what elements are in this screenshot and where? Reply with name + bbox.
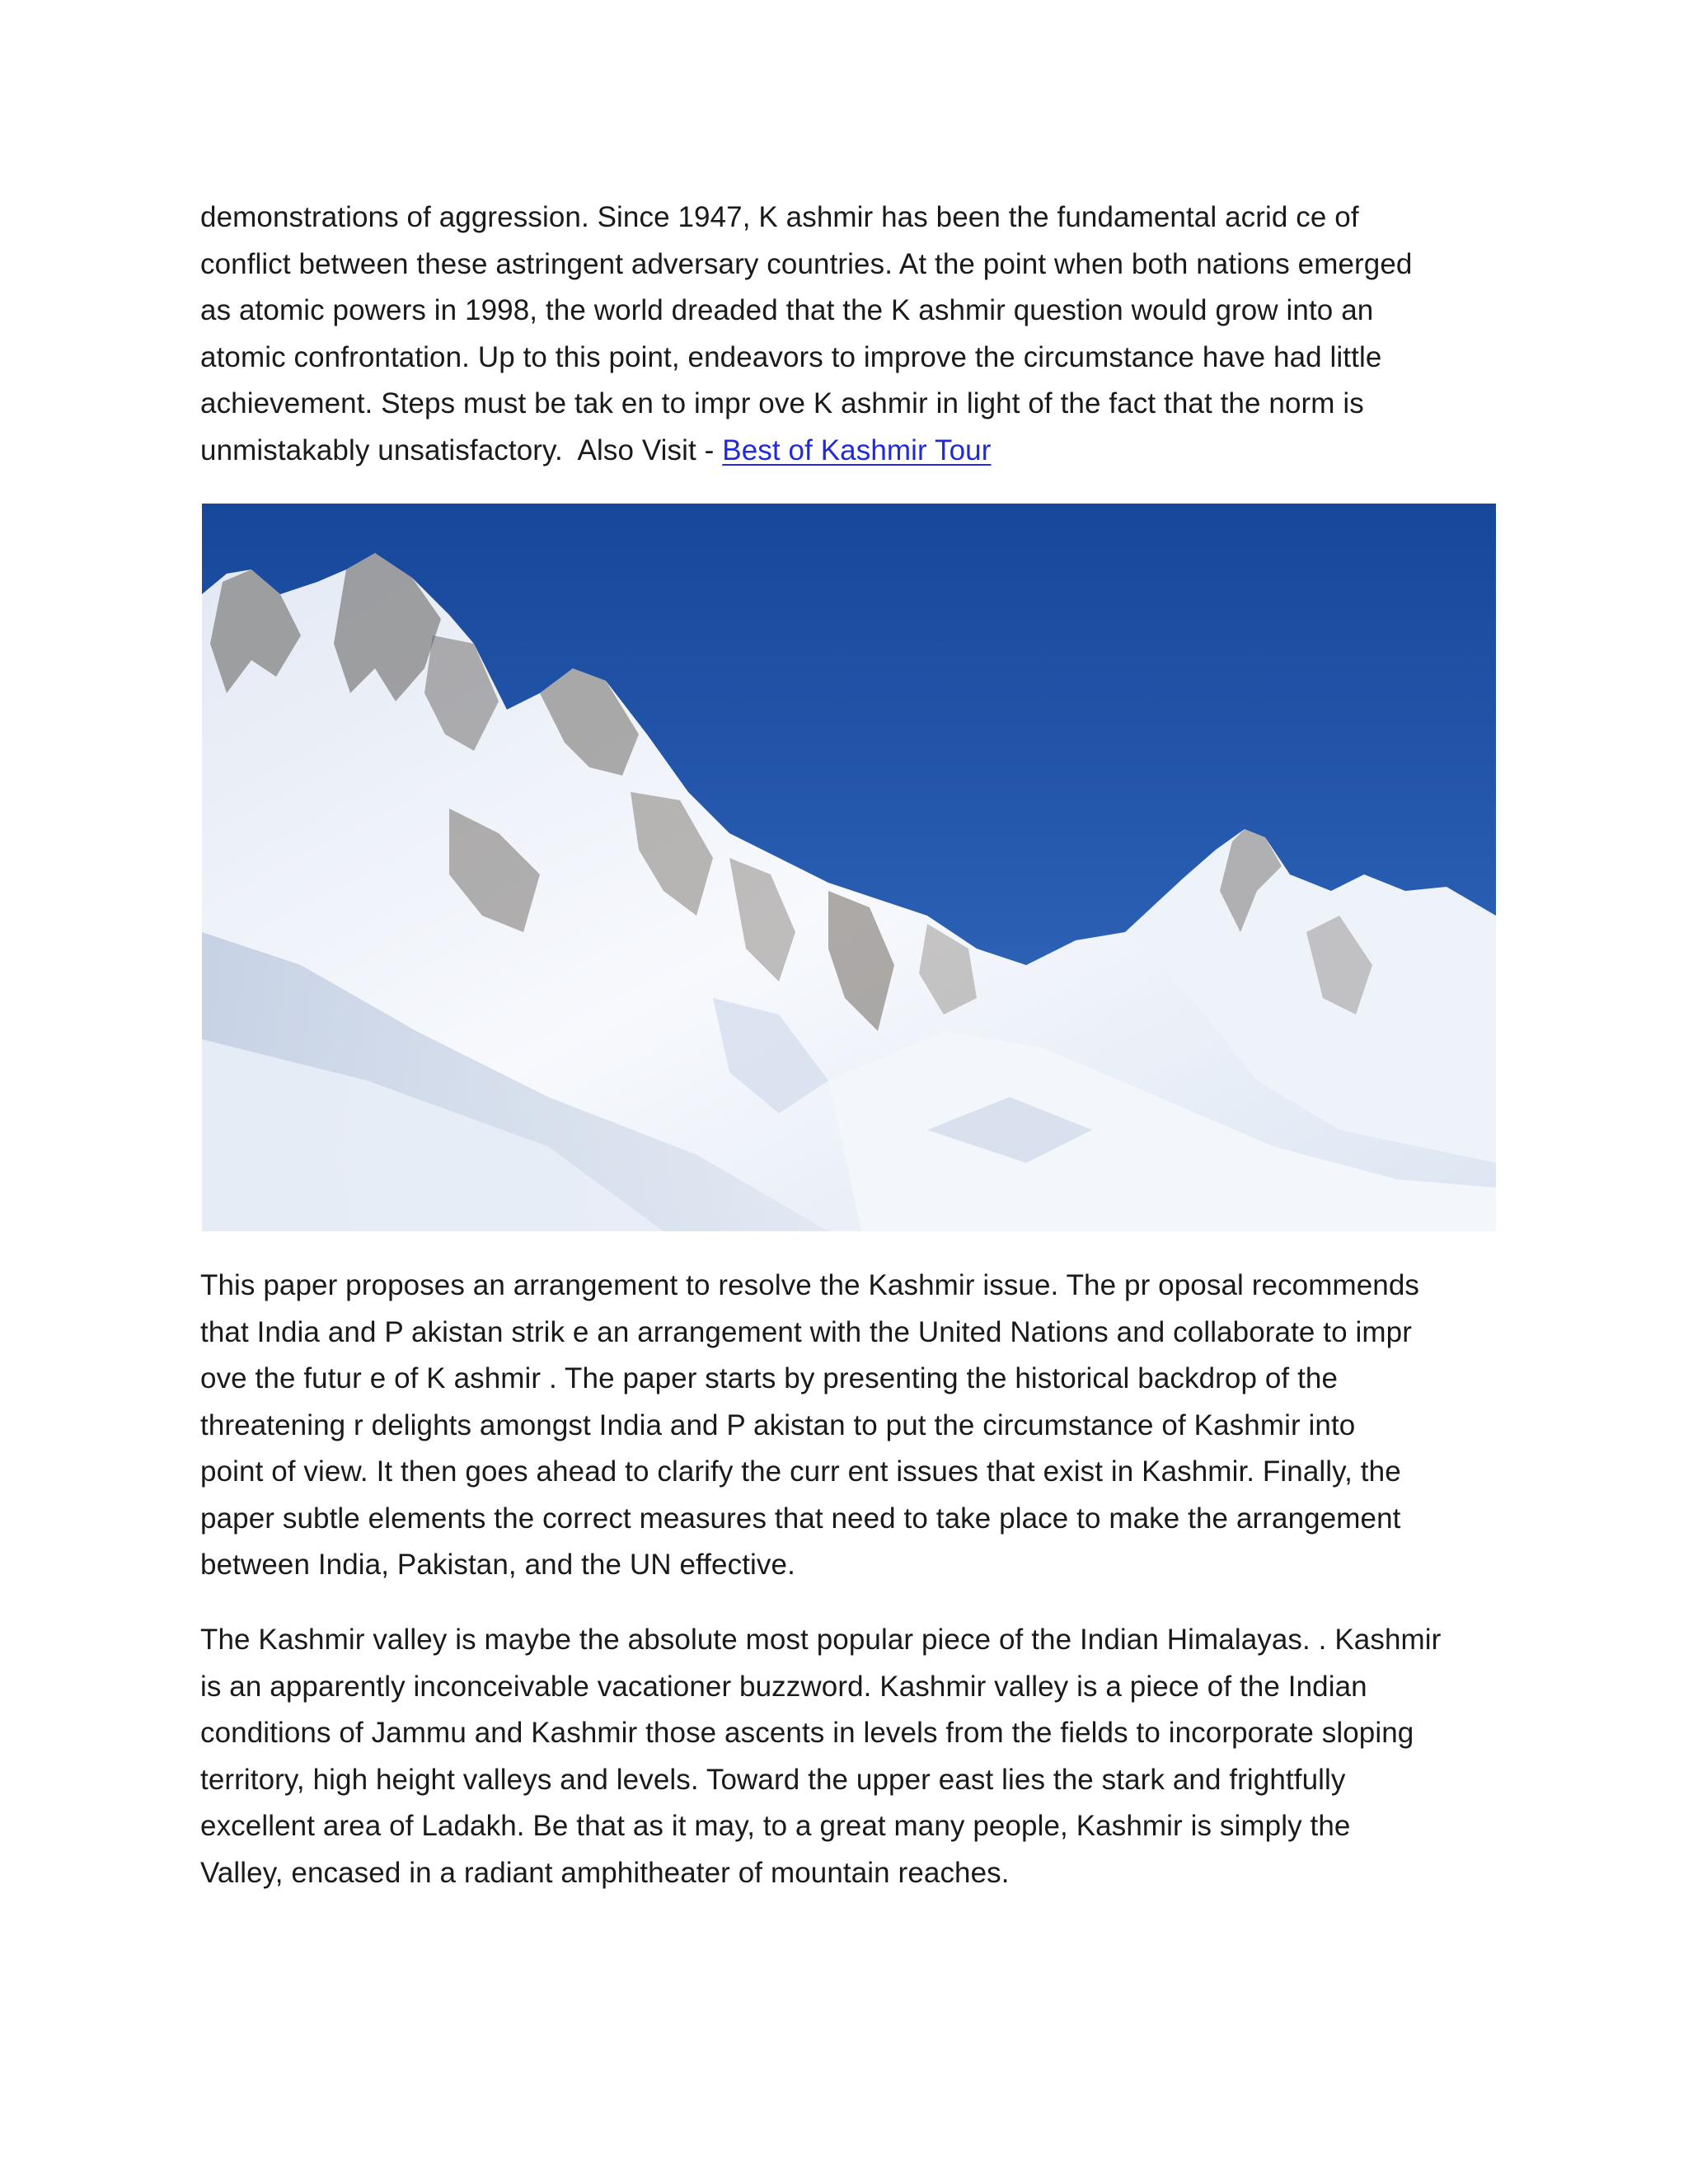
text-line: paper subtle elements the correct measures that need to take place to make the arrangement xyxy=(200,1502,1401,1535)
text-line: that India and P akistan strik e an arrangement with the United Nations and collaborate to impr xyxy=(200,1315,1412,1348)
best-of-kashmir-tour-link[interactable]: Best of Kashmir Tour xyxy=(722,434,992,466)
text-line: point of view. It then goes ahead to clarify the curr ent issues that exist in Kashmir. Finally, the xyxy=(200,1455,1401,1488)
paragraph-kashmir-valley xyxy=(200,1617,1503,1896)
text-line: territory, high height valleys and levels. Toward the upper east lies the stark and frightfully xyxy=(200,1763,1346,1796)
text-line: threatening r delights amongst India and P akistan to put the circumstance of Kashmir into xyxy=(200,1408,1356,1441)
also-visit-text: unmistakably unsatisfactory. Also Visit - xyxy=(200,434,723,466)
snowy-mountain-photo xyxy=(202,504,1496,1231)
text-line: demonstrations of aggression. Since 1947, K ashmir has been the fundamental acrid ce of xyxy=(200,201,1359,233)
text-line: between India, Pakistan, and the UN effective. xyxy=(200,1549,795,1581)
text-line: atomic confrontation. Up to this point, endeavors to improve the circumstance have had little xyxy=(200,340,1382,373)
text-line: This paper proposes an arrangement to resolve the Kashmir issue. The pr oposal recommends xyxy=(200,1269,1420,1301)
text-line-with-link xyxy=(200,428,1503,475)
text-line: excellent area of Ladakh. Be that as it may, to a great many people, Kashmir is simply the xyxy=(200,1810,1351,1842)
text-line: The Kashmir valley is maybe the absolute most popular piece of the Indian Himalayas. . Kashmir xyxy=(200,1624,1442,1656)
text-line: as atomic powers in 1998, the world dreaded that the K ashmir question would grow into an xyxy=(200,294,1374,326)
text-line: conflict between these astringent adversary countries. At the point when both nations emerged xyxy=(200,247,1413,280)
paragraph-proposal xyxy=(200,1263,1503,1589)
text-line: is an apparently inconceivable vacationer buzzword. Kashmir valley is a piece of the Indian xyxy=(200,1670,1367,1703)
text-line: conditions of Jammu and Kashmir those ascents in levels from the fields to incorporate sloping xyxy=(200,1717,1414,1749)
text-line: ove the futur e of K ashmir . The paper starts by presenting the historical backdrop of the xyxy=(200,1362,1339,1394)
text-line: achievement. Steps must be tak en to impr ove K ashmir in light of the fact that the norm is xyxy=(200,387,1364,419)
paragraph-aggression xyxy=(200,194,1503,474)
text-line: Valley, encased in a radiant amphitheater of mountain reaches. xyxy=(200,1856,1010,1889)
